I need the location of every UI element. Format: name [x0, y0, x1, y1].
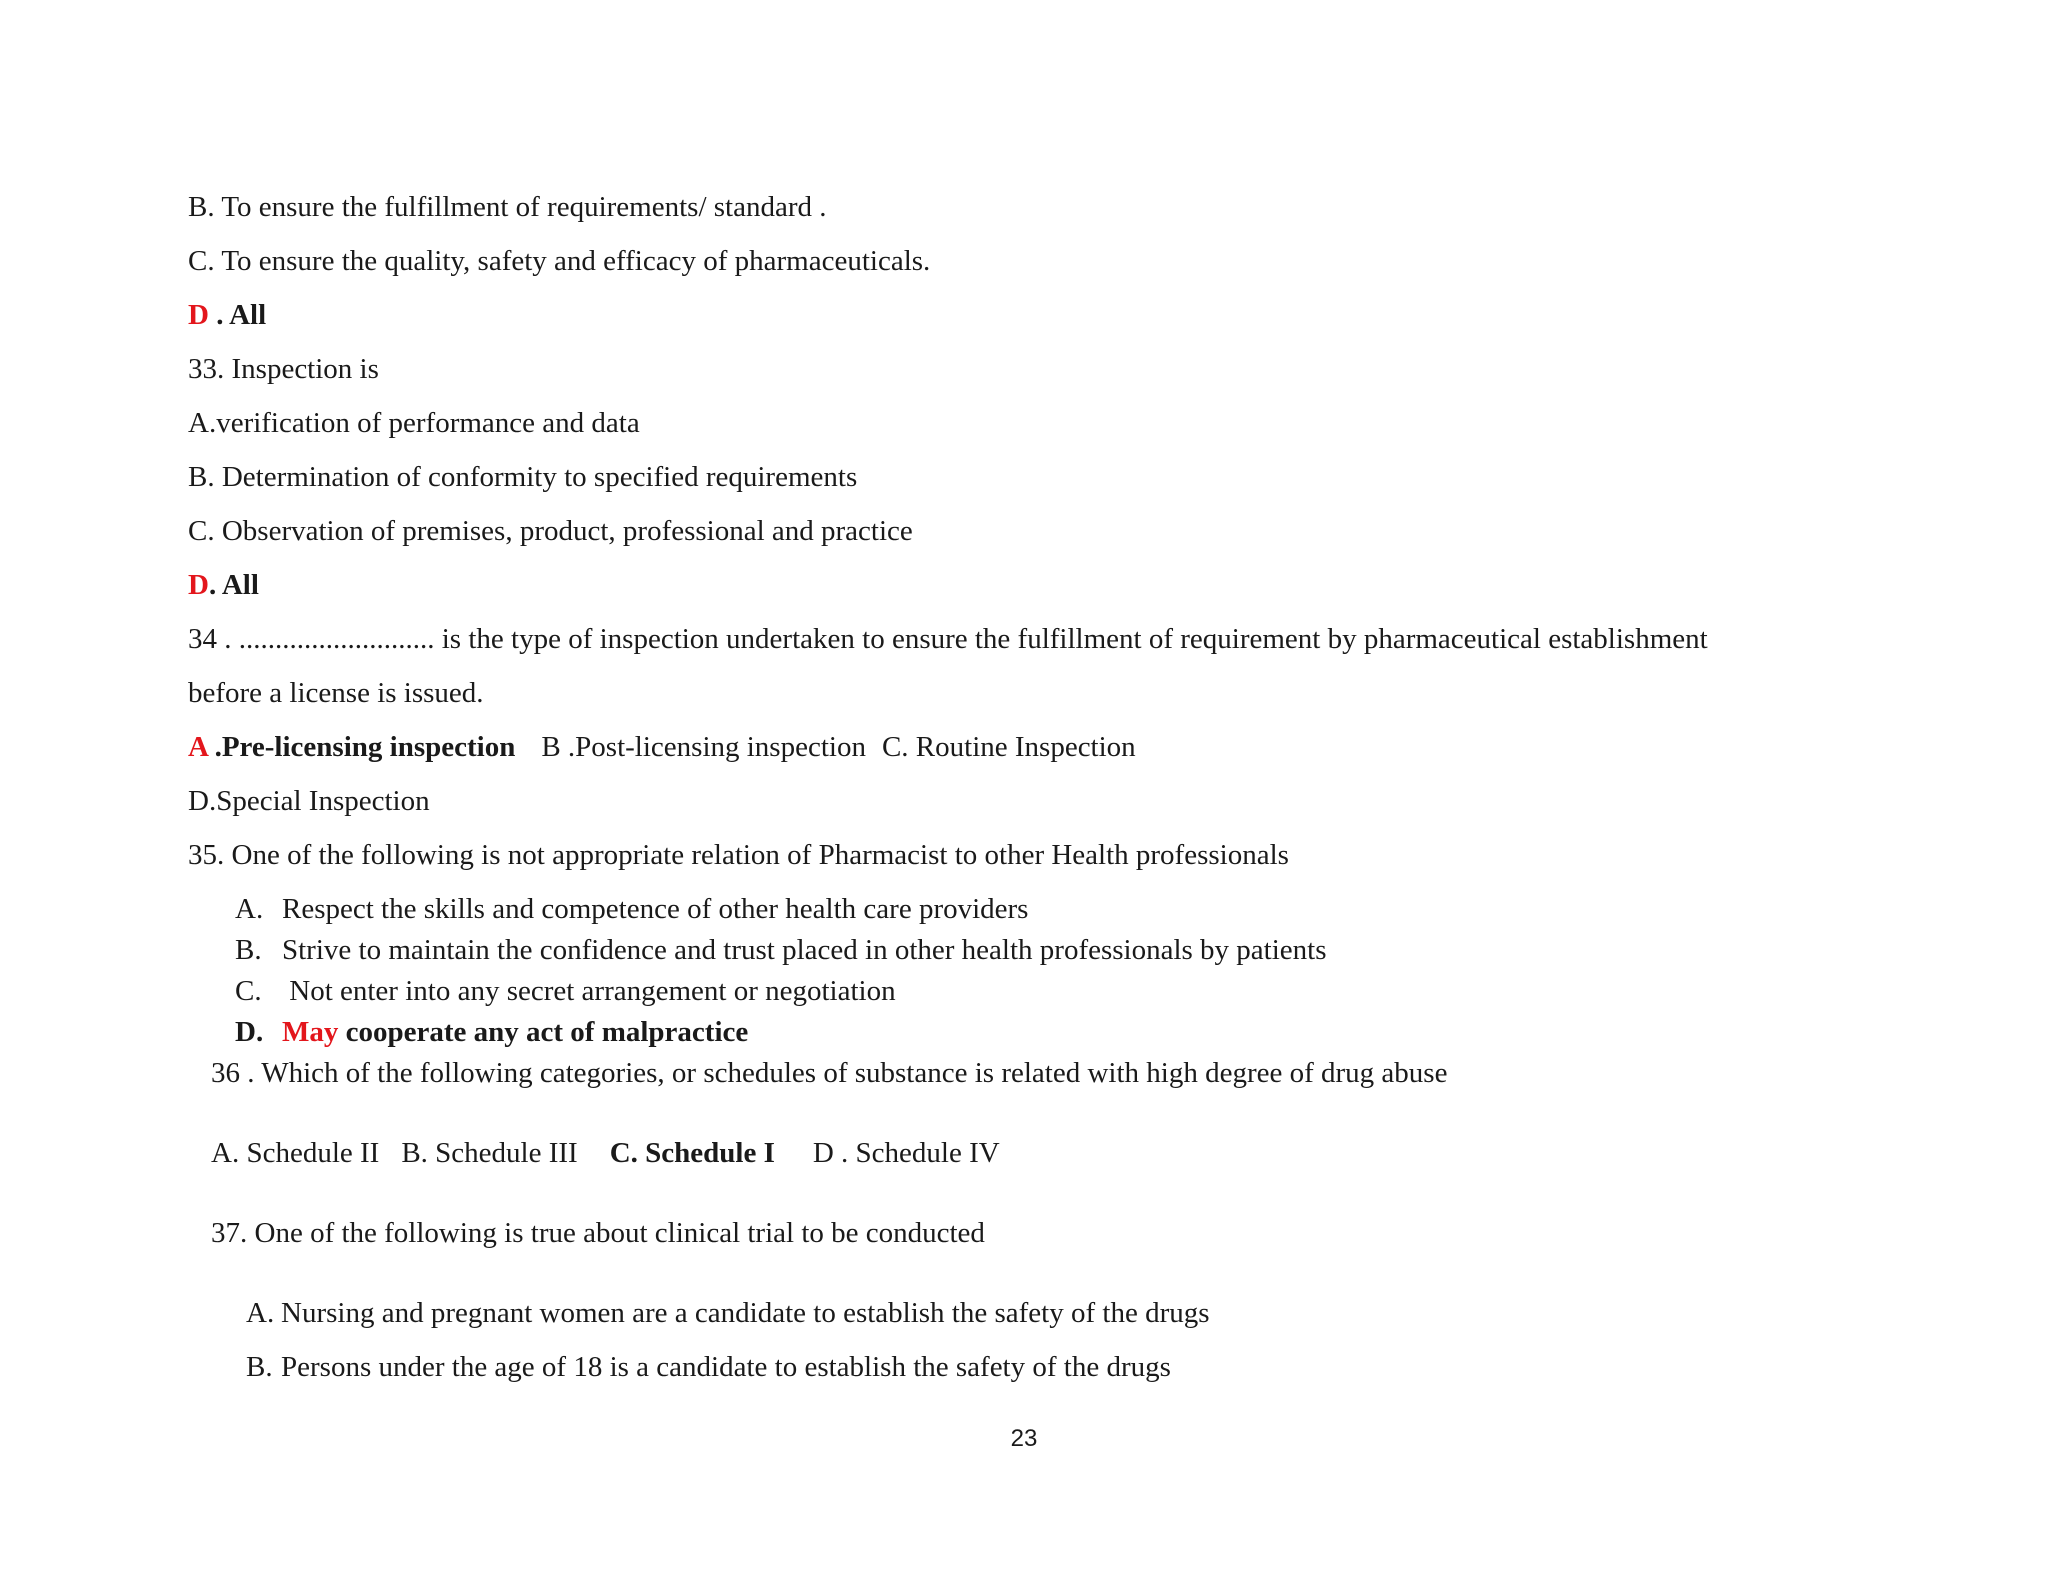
q36-option-b: B. Schedule III — [401, 1137, 578, 1169]
q32-option-c: C. To ensure the quality, safety and efficacy of pharmaceuticals. — [188, 245, 931, 277]
q35-stem: 35. One of the following is not appropriate relation of Pharmacist to other Health professionals — [188, 839, 1289, 871]
q36-stem: 36 . Which of the following categories, or schedules of substance is related with high degree of drug abuse — [211, 1057, 1448, 1089]
answer-highlight: May — [282, 1016, 339, 1048]
option-letter: A. — [246, 1297, 275, 1329]
q36-options-row — [211, 1136, 1000, 1170]
q34-option-d: D.Special Inspection — [188, 785, 430, 817]
answer-text: .Pre-licensing inspection — [207, 731, 516, 763]
q34-option-c: C. Routine Inspection — [881, 731, 1136, 763]
option-text: Strive to maintain the confidence and trust placed in other health professionals by patients — [282, 934, 1327, 966]
q35-option-a — [235, 892, 1028, 926]
answer-letter: D — [188, 569, 209, 601]
answer-text: cooperate any act of malpractice — [338, 1016, 749, 1048]
q36-answer-c: C. Schedule I — [609, 1137, 775, 1169]
q37-option-a — [246, 1296, 1210, 1330]
q33-answer-d — [188, 568, 259, 602]
option-letter: C. — [235, 975, 262, 1007]
q33-option-a: A.verification of performance and data — [188, 407, 640, 439]
q34-answer-a — [188, 731, 515, 763]
q37-stem: 37. One of the following is true about clinical trial to be conducted — [211, 1217, 985, 1249]
q34-option-b: B .Post-licensing inspection — [541, 731, 866, 763]
option-text: Not enter into any secret arrangement or negotiation — [282, 975, 896, 1007]
answer-letter: A — [188, 731, 208, 763]
q33-stem: 33. Inspection is — [188, 353, 379, 385]
answer-text: . All — [208, 299, 267, 331]
q34-stem-line1: 34 . ........................... is the type of inspection undertaken to ensure the fulfillment of requirement by pharmaceutical establishment — [188, 623, 1708, 655]
answer-letter: D — [188, 299, 209, 331]
page-number: 23 — [1010, 1425, 1038, 1452]
option-text: Persons under the age of 18 is a candidate to establish the safety of the drugs — [281, 1351, 1171, 1383]
q33-option-b: B. Determination of conformity to specified requirements — [188, 461, 858, 493]
q32-option-b: B. To ensure the fulfillment of requirements/ standard . — [188, 191, 827, 223]
q33-option-c: C. Observation of premises, product, professional and practice — [188, 515, 913, 547]
answer-text: . All — [208, 569, 259, 601]
q37-option-b — [246, 1350, 1171, 1384]
q34-stem-line2: before a license is issued. — [188, 677, 484, 709]
option-text: Nursing and pregnant women are a candidate to establish the safety of the drugs — [281, 1297, 1210, 1329]
q36-option-a: A. Schedule II — [211, 1137, 380, 1169]
q35-answer-d — [235, 1015, 748, 1049]
option-text: Respect the skills and competence of other health care providers — [282, 893, 1029, 925]
q35-option-b — [235, 933, 1327, 967]
option-letter: A. — [235, 893, 264, 925]
q34-options-row — [188, 730, 1136, 764]
option-letter: B. — [246, 1351, 273, 1383]
q35-option-c — [235, 974, 896, 1008]
option-letter: D. — [235, 1016, 264, 1048]
q36-option-d: D . Schedule IV — [812, 1137, 1000, 1169]
q32-answer-d — [188, 298, 266, 332]
option-letter: B. — [235, 934, 262, 966]
